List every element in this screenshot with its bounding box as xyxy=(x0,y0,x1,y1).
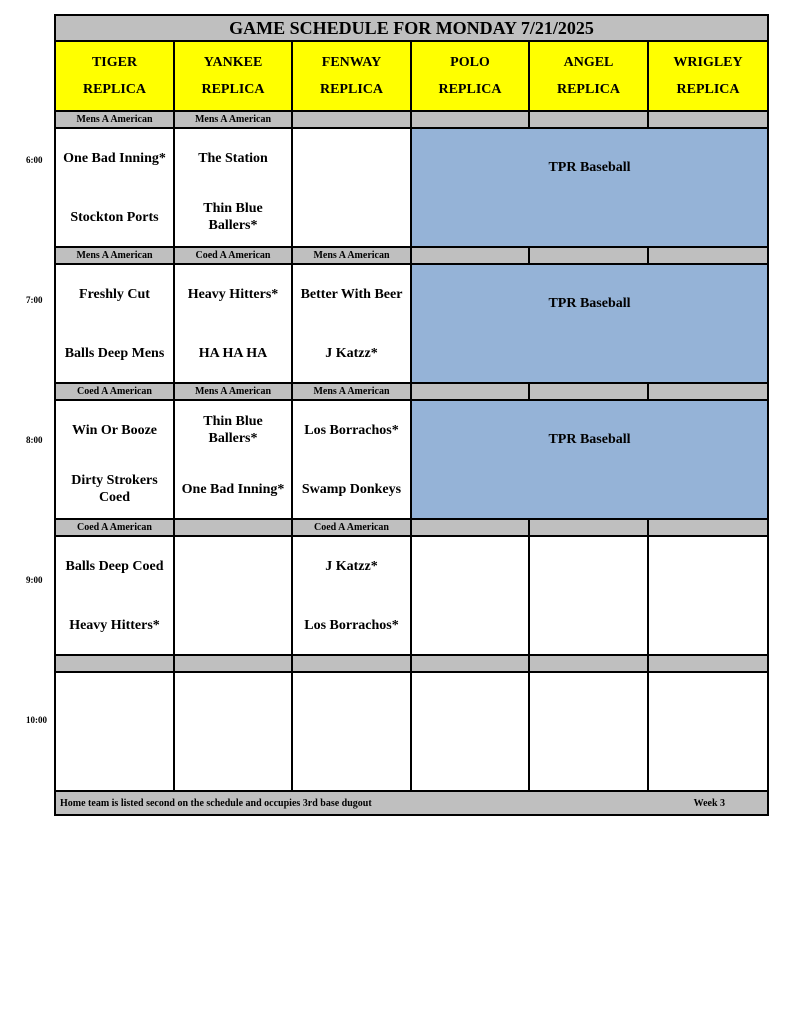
division-label xyxy=(529,655,648,672)
division-label xyxy=(648,383,768,400)
week-label: Week 3 xyxy=(693,797,726,809)
field-header-wrigley xyxy=(648,41,768,111)
reserved-label: TPR Baseball xyxy=(548,159,631,175)
field-header-fenway xyxy=(292,41,411,111)
away-team xyxy=(175,537,291,595)
game-cell xyxy=(174,536,292,655)
away-team: Better With Beer xyxy=(300,286,403,302)
division-label: Coed A American xyxy=(55,383,174,400)
schedule-title: GAME SCHEDULE FOR MONDAY 7/21/2025 xyxy=(55,15,768,41)
home-team: One Bad Inning* xyxy=(181,481,285,497)
game-cell xyxy=(648,536,768,655)
home-team xyxy=(530,596,647,654)
away-team: Freshly Cut xyxy=(79,286,150,302)
home-team xyxy=(649,596,767,654)
field-sub: REPLICA xyxy=(676,82,740,97)
away-team: J Katzz* xyxy=(325,558,378,574)
game-cell xyxy=(55,536,174,655)
division-label xyxy=(174,519,292,536)
field-sub: REPLICA xyxy=(438,82,502,97)
division-label xyxy=(55,655,174,672)
away-team xyxy=(530,673,647,731)
away-team xyxy=(293,129,410,187)
home-team xyxy=(530,732,647,790)
field-name: WRIGLEY xyxy=(673,55,743,70)
home-team: Thin Blue Ballers* xyxy=(203,201,263,233)
division-row xyxy=(55,111,768,128)
away-team xyxy=(530,537,647,595)
away-team xyxy=(293,673,410,731)
game-cell xyxy=(55,128,174,247)
division-label xyxy=(411,383,529,400)
game-cell xyxy=(292,400,411,519)
time-label-6: 6:00 xyxy=(26,155,43,165)
reserved-block xyxy=(411,128,768,247)
field-name: TIGER xyxy=(91,55,138,70)
division-label: Mens A American xyxy=(174,111,292,128)
schedule-table xyxy=(54,14,769,816)
division-label: Mens A American xyxy=(174,383,292,400)
division-row xyxy=(55,519,768,536)
game-cell xyxy=(55,264,174,383)
home-team xyxy=(649,732,767,790)
game-cell xyxy=(174,128,292,247)
division-label xyxy=(529,519,648,536)
away-team: Thin Blue Ballers* xyxy=(203,414,263,446)
time-label-9: 9:00 xyxy=(26,575,43,585)
home-team xyxy=(175,596,291,654)
schedule-sheet xyxy=(54,14,767,816)
home-team xyxy=(412,732,528,790)
field-name: POLO xyxy=(450,55,490,70)
game-cell xyxy=(55,400,174,519)
division-label xyxy=(292,655,411,672)
game-row xyxy=(55,128,768,247)
footer-bar xyxy=(55,791,768,815)
home-team: J Katzz* xyxy=(325,345,378,361)
away-team xyxy=(412,673,528,731)
division-label xyxy=(529,111,648,128)
game-row xyxy=(55,536,768,655)
field-header-angel xyxy=(529,41,648,111)
field-sub: REPLICA xyxy=(556,82,620,97)
division-label xyxy=(648,111,768,128)
division-label: Mens A American xyxy=(55,111,174,128)
division-label: Mens A American xyxy=(292,383,411,400)
reserved-block xyxy=(411,400,768,519)
reserved-label: TPR Baseball xyxy=(548,431,631,447)
game-row xyxy=(55,672,768,791)
away-team xyxy=(412,537,528,595)
division-label xyxy=(174,655,292,672)
game-cell xyxy=(292,672,411,791)
reserved-label: TPR Baseball xyxy=(548,295,631,311)
field-sub: REPLICA xyxy=(201,82,265,97)
division-label xyxy=(648,519,768,536)
home-team: Balls Deep Mens xyxy=(64,345,165,361)
field-header-yankee xyxy=(174,41,292,111)
division-row xyxy=(55,247,768,264)
division-label xyxy=(529,247,648,264)
game-cell xyxy=(55,672,174,791)
home-team xyxy=(56,732,173,790)
game-row xyxy=(55,400,768,519)
away-team: Win Or Booze xyxy=(71,422,158,438)
away-team: One Bad Inning* xyxy=(63,150,166,166)
game-cell xyxy=(292,128,411,247)
time-label-10: 10:00 xyxy=(26,715,47,725)
reserved-block xyxy=(411,264,768,383)
field-name: ANGEL xyxy=(563,55,614,70)
home-team: Dirty Strokers Coed xyxy=(71,473,158,505)
home-team xyxy=(293,188,410,246)
game-cell xyxy=(529,672,648,791)
away-team: The Station xyxy=(198,150,268,166)
home-team: Heavy Hitters* xyxy=(69,617,160,633)
division-row xyxy=(55,383,768,400)
field-name: YANKEE xyxy=(203,55,263,70)
game-cell xyxy=(174,264,292,383)
division-label: Mens A American xyxy=(292,247,411,264)
division-label xyxy=(411,247,529,264)
away-team: Heavy Hitters* xyxy=(187,286,279,302)
away-team: Balls Deep Coed xyxy=(65,558,164,574)
game-cell xyxy=(174,672,292,791)
home-team: Stockton Ports xyxy=(70,209,159,225)
division-label xyxy=(529,383,648,400)
away-team xyxy=(649,673,767,731)
division-row xyxy=(55,655,768,672)
division-label xyxy=(411,655,529,672)
home-team xyxy=(412,596,528,654)
game-cell xyxy=(411,672,529,791)
game-cell xyxy=(529,536,648,655)
division-label xyxy=(411,519,529,536)
game-cell xyxy=(292,536,411,655)
field-sub: REPLICA xyxy=(319,82,383,97)
game-cell xyxy=(411,536,529,655)
home-team xyxy=(293,732,410,790)
division-label xyxy=(648,655,768,672)
game-cell xyxy=(292,264,411,383)
time-label-8: 8:00 xyxy=(26,435,43,445)
field-name: FENWAY xyxy=(321,55,382,70)
field-header-polo xyxy=(411,41,529,111)
footer-note: Home team is listed second on the schedule and occupies 3rd base dugout xyxy=(60,797,372,809)
time-label-7: 7:00 xyxy=(26,295,43,305)
away-team: Los Borrachos* xyxy=(304,422,399,438)
division-label: Coed A American xyxy=(292,519,411,536)
home-team: Swamp Donkeys xyxy=(301,481,402,497)
game-cell xyxy=(174,400,292,519)
field-header-tiger xyxy=(55,41,174,111)
away-team xyxy=(649,537,767,595)
division-label xyxy=(292,111,411,128)
game-cell xyxy=(648,672,768,791)
division-label: Coed A American xyxy=(174,247,292,264)
division-label xyxy=(411,111,529,128)
division-label: Coed A American xyxy=(55,519,174,536)
game-row xyxy=(55,264,768,383)
division-label: Mens A American xyxy=(55,247,174,264)
away-team xyxy=(175,673,291,731)
home-team: Los Borrachos* xyxy=(304,617,399,633)
away-team xyxy=(56,673,173,731)
home-team xyxy=(175,732,291,790)
field-sub: REPLICA xyxy=(82,82,146,97)
home-team: HA HA HA xyxy=(198,345,268,361)
division-label xyxy=(648,247,768,264)
